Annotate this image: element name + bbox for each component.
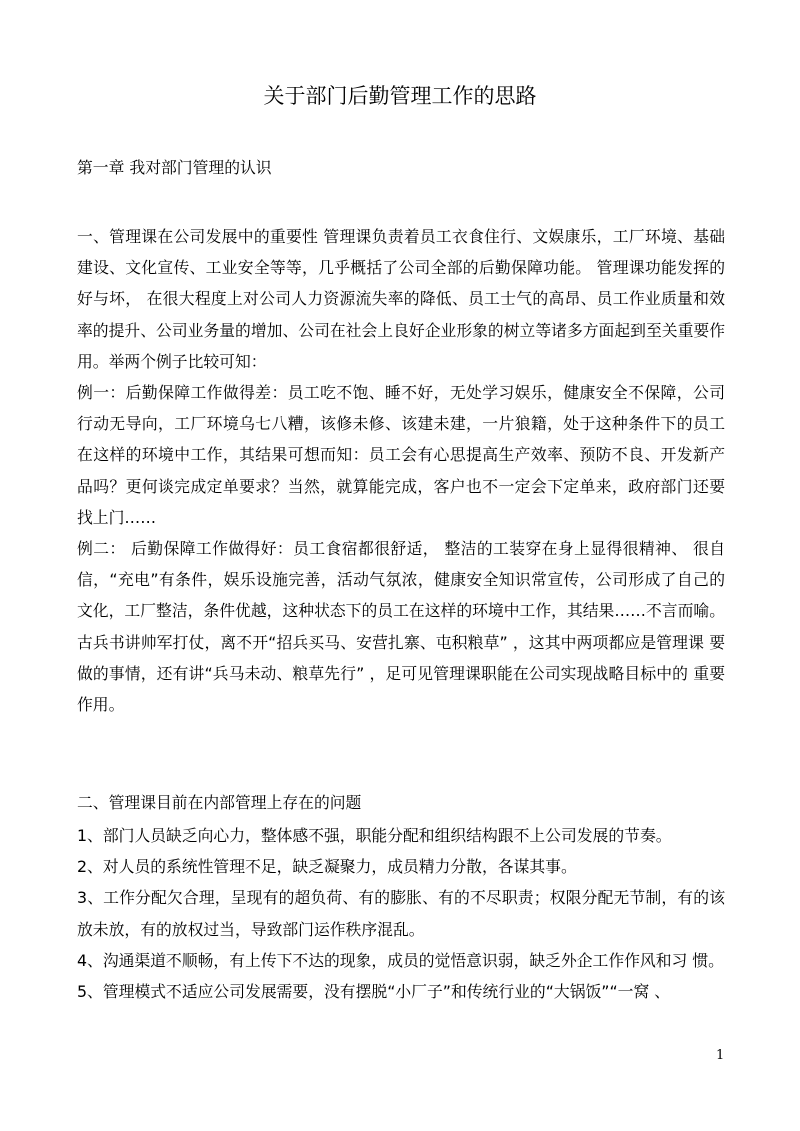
list-item: 1、部门人员缺乏向心力，整体感不强，职能分配和组织结构跟不上公司发展的节奏。 bbox=[77, 826, 672, 845]
section-2-heading: 二、管理课目前在内部管理上存在的问题 bbox=[77, 793, 362, 812]
list-item: 2、对人员的系统性管理不足，缺乏凝聚力，成员精力分散，各谋其事。 bbox=[77, 857, 577, 877]
list-item: 5、管理模式不适应公司发展需要，没有摆脱“小厂子”和传统行业的“大锅饭”“一窝 、 bbox=[77, 982, 671, 1002]
list-item: 4、沟通渠道不顺畅，有上传下不达的现象，成员的觉悟意识弱，缺乏外企工作作风和习 惯。 bbox=[77, 950, 724, 970]
page-number: 1 bbox=[716, 1048, 725, 1063]
document-title: 关于部门后勤管理工作的思路 bbox=[263, 84, 537, 108]
section-2-list bbox=[77, 820, 725, 1007]
section-1-intro-paragraph: 一、管理课在公司发展中的重要性 管理课负责着员工衣食住行、文娱康乐，工厂环境、基础建设、文化宣传、工业安全等等，几乎概括了公司全部的后勤保障功能。 管理课功能发挥的好与坏， 在很大程度上对公司人力资源流失率的降低、员工士气的高昂、员工作业质量和效率的提升、公司业务量的增加、公司在社会上良好企业形象的树立等诸多方面起到至关重要作用。举两个例子比较可知： bbox=[77, 227, 725, 371]
list-item: 3、工作分配欠合理，呈现有的超负荷、有的膨胀、有的不尽职责；权限分配无节制，有的该放未放，有的放权过当，导致部门运作秩序混乱。 bbox=[77, 888, 725, 939]
example-2-paragraph: 例二： 后勤保障工作做得好：员工食宿都很舒适， 整洁的工装穿在身上显得很精神、 很自信，“充电”有条件，娱乐设施完善，活动气氛浓，健康安全知识常宣传，公司形成了自己的文化，工厂整洁，条件优越，这种状态下的员工在这样的环境中工作，其结果……不言而喻。 古兵书讲帅军打仗，离不开“招兵买马、安营扎寨、屯积粮草” ，这其中两项都应是管理课 要做的事情，还有讲“兵马未动、粮草先行” ，足可见管理课职能在公司实现战略目标中的 重要作用。 bbox=[77, 539, 725, 715]
chapter-heading: 第一章 我对部门管理的认识 bbox=[77, 158, 272, 177]
section-1 bbox=[77, 221, 725, 720]
example-1-paragraph: 例一：后勤保障工作做得差：员工吃不饱、睡不好，无处学习娱乐，健康安全不保障，公司 行动无导向，工厂环境乌七八糟，该修未修、该建未建，一片狼籍，处于这种条件下的员工 在这样的环境中工作，其结果可想而知：员工会有心思提高生产效率、预防不良、开发新产 品吗？更何谈完成定单要求？当然，就算能完成，客户也不一定会下定单来，政府部门还要 找上门…… bbox=[77, 383, 725, 527]
